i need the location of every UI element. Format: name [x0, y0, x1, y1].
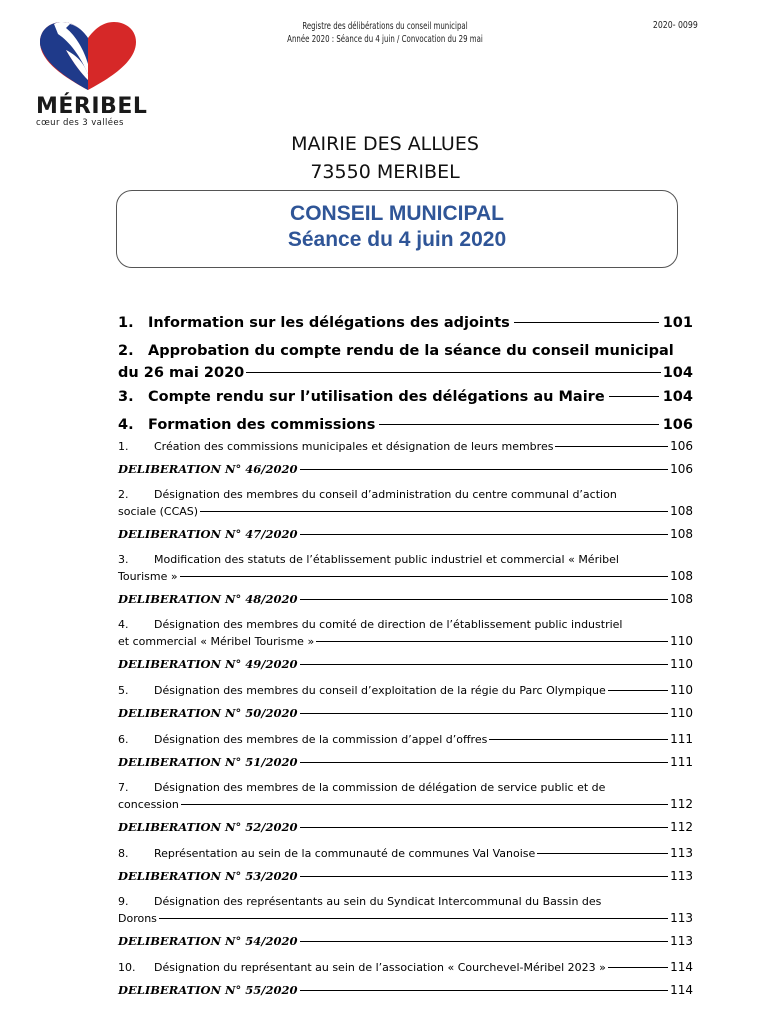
toc-label-cont: du 26 mai 2020	[118, 365, 245, 381]
logo-tagline: cœur des 3 vallées	[36, 118, 124, 128]
toc-item	[118, 438, 693, 455]
deliberation-page: 108	[670, 527, 693, 541]
leader-line	[300, 713, 669, 714]
leader-line	[300, 941, 669, 942]
deliberation-page: 106	[670, 462, 693, 476]
item-text: Désignation des membres du conseil d’administration du centre communal d’action	[154, 488, 617, 501]
leader-line	[537, 853, 668, 854]
deliberation-entry	[118, 656, 693, 672]
item-page: 113	[670, 911, 693, 925]
deliberation-entry	[118, 754, 693, 770]
deliberation-page: 114	[670, 983, 693, 997]
item-number: 1.	[118, 440, 129, 453]
deliberation-entry	[118, 819, 693, 835]
deliberation-label: DELIBERATION N° 54/2020	[118, 934, 298, 948]
item-text-cont: Dorons	[118, 912, 157, 925]
toc-item	[118, 894, 693, 927]
deliberation-entry	[118, 933, 693, 949]
item-text: Modification des statuts de l’établissement public industriel et commercial « Méribel	[154, 553, 619, 566]
deliberation-label: DELIBERATION N° 55/2020	[118, 983, 298, 997]
deliberation-label: DELIBERATION N° 47/2020	[118, 527, 298, 541]
toc-number: 4.	[118, 417, 134, 433]
toc-label: Compte rendu sur l’utilisation des délégations au Maire	[148, 389, 605, 405]
deliberation-page: 110	[670, 706, 693, 720]
deliberation-label: DELIBERATION N° 48/2020	[118, 592, 298, 606]
toc-item	[118, 845, 693, 862]
item-text-cont: et commercial « Méribel Tourisme »	[118, 635, 315, 648]
item-page: 108	[670, 569, 693, 583]
deliberation-page: 111	[670, 755, 693, 769]
item-text-cont: sociale (CCAS)	[118, 505, 199, 518]
item-number: 7.	[118, 781, 129, 794]
leader-line	[300, 469, 669, 470]
deliberation-label: DELIBERATION N° 52/2020	[118, 820, 298, 834]
deliberation-entry	[118, 461, 693, 477]
mairie-name: MAIRIE DES ALLUES	[291, 133, 479, 155]
logo-wordmark: MÉRIBEL	[36, 94, 148, 119]
reference-number: 2020- 0099	[653, 20, 698, 31]
deliberation-entry	[118, 526, 693, 542]
item-number: 5.	[118, 684, 129, 697]
item-number: 9.	[118, 895, 129, 908]
toc-page: 106	[662, 417, 693, 433]
leader-line	[300, 534, 669, 535]
toc-major-entry	[118, 312, 693, 334]
deliberation-label: DELIBERATION N° 50/2020	[118, 706, 298, 720]
item-number: 4.	[118, 618, 129, 631]
leader-line	[180, 576, 669, 577]
toc-number: 2.	[118, 343, 134, 359]
item-page: 110	[670, 683, 693, 697]
leader-line	[608, 967, 668, 968]
toc-item	[118, 682, 693, 699]
deliberation-label: DELIBERATION N° 49/2020	[118, 657, 298, 671]
mairie-city: 73550 MERIBEL	[310, 161, 460, 183]
item-number: 6.	[118, 733, 129, 746]
item-text-cont: concession	[118, 798, 179, 811]
deliberation-label: DELIBERATION N° 46/2020	[118, 462, 298, 476]
registry-line-1: Registre des délibérations du conseil municipal	[302, 21, 468, 32]
leader-line	[555, 446, 668, 447]
leader-line	[300, 876, 669, 877]
item-text: Désignation des membres du conseil d’exploitation de la régie du Parc Olympique	[154, 684, 606, 697]
toc-item	[118, 959, 693, 976]
conseil-title-box	[116, 190, 678, 268]
toc-number: 3.	[118, 389, 134, 405]
deliberation-entry	[118, 705, 693, 721]
leader-line	[300, 827, 669, 828]
toc-item	[118, 552, 693, 585]
leader-line	[379, 424, 658, 425]
leader-line	[300, 990, 669, 991]
toc-major-entry	[118, 414, 693, 436]
leader-line	[300, 762, 669, 763]
registry-line-2: Année 2020 : Séance du 4 juin / Convocation du 29 mai	[287, 34, 483, 45]
item-page: 114	[670, 960, 693, 974]
toc-item	[118, 780, 693, 813]
deliberation-label: DELIBERATION N° 53/2020	[118, 869, 298, 883]
deliberation-page: 113	[670, 869, 693, 883]
leader-line	[609, 396, 659, 397]
mairie-address	[0, 130, 770, 186]
item-page: 108	[670, 504, 693, 518]
toc-item	[118, 617, 693, 650]
item-text: Désignation des membres de la commission d’appel d’offres	[154, 733, 488, 746]
seance-date: Séance du 4 juin 2020	[287, 228, 507, 251]
table-of-contents	[118, 312, 693, 1008]
toc-number: 1.	[118, 315, 134, 331]
leader-line	[608, 690, 668, 691]
leader-line	[159, 918, 668, 919]
leader-line	[200, 511, 668, 512]
toc-item	[118, 487, 693, 520]
leader-line	[489, 739, 668, 740]
item-text: Désignation du représentant au sein de l’association « Courchevel-Méribel 2023 »	[154, 961, 606, 974]
toc-page: 104	[662, 389, 693, 405]
item-text: Désignation des représentants au sein du Syndicat Intercommunal du Bassin des	[154, 895, 602, 908]
item-text: Création des commissions municipales et désignation de leurs membres	[154, 440, 554, 453]
item-page: 106	[670, 439, 693, 453]
item-number: 10.	[118, 961, 136, 974]
toc-major-entry	[118, 340, 693, 384]
item-number: 8.	[118, 847, 129, 860]
toc-label: Approbation du compte rendu de la séance du conseil municipal	[148, 343, 674, 359]
item-number: 2.	[118, 488, 129, 501]
toc-page: 101	[662, 315, 693, 331]
item-number: 3.	[118, 553, 129, 566]
deliberation-label: DELIBERATION N° 51/2020	[118, 755, 298, 769]
toc-label: Formation des commissions	[148, 417, 376, 433]
item-text: Désignation des membres du comité de direction de l’établissement public industriel	[154, 618, 623, 631]
item-page: 113	[670, 846, 693, 860]
conseil-title: CONSEIL MUNICIPAL	[290, 202, 504, 225]
item-page: 110	[670, 634, 693, 648]
deliberation-page: 110	[670, 657, 693, 671]
deliberation-page: 112	[670, 820, 693, 834]
toc-major-entry	[118, 386, 693, 408]
item-page: 111	[670, 732, 693, 746]
deliberation-entry	[118, 982, 693, 998]
leader-line	[514, 322, 659, 323]
item-text: Désignation des membres de la commission de délégation de service public et de	[154, 781, 606, 794]
item-page: 112	[670, 797, 693, 811]
toc-item	[118, 731, 693, 748]
item-text: Représentation au sein de la communauté de communes Val Vanoise	[154, 847, 536, 860]
deliberation-entry	[118, 591, 693, 607]
deliberation-entry	[118, 868, 693, 884]
item-text-cont: Tourisme »	[118, 570, 178, 583]
leader-line	[300, 599, 669, 600]
leader-line	[246, 372, 660, 373]
deliberation-page: 113	[670, 934, 693, 948]
toc-sub-items	[118, 438, 693, 1008]
leader-line	[181, 804, 668, 805]
toc-page: 104	[662, 365, 693, 381]
leader-line	[316, 641, 668, 642]
toc-label: Information sur les délégations des adjoints	[148, 315, 510, 331]
deliberation-page: 108	[670, 592, 693, 606]
leader-line	[300, 664, 669, 665]
